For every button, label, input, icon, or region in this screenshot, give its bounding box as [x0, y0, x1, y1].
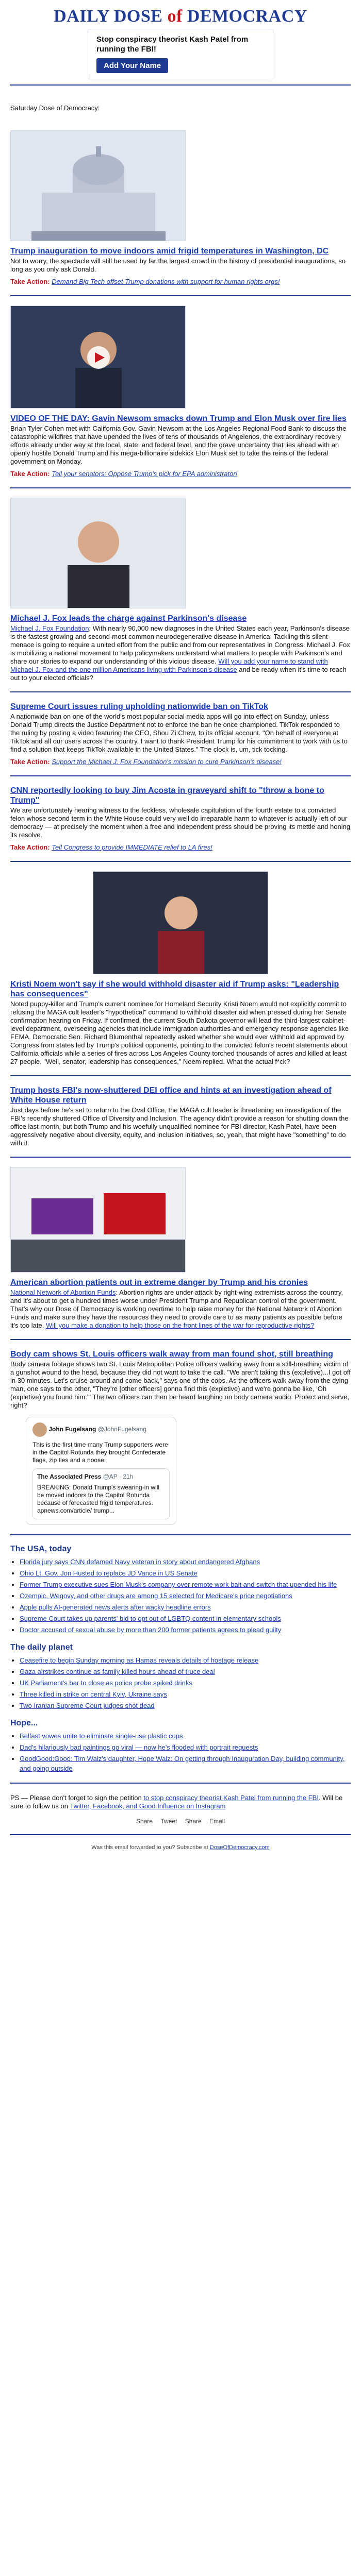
take-action-label: Take Action: — [10, 758, 50, 766]
story-title[interactable]: VIDEO OF THE DAY: Gavin Newsom smacks down Trump and Elon Musk over fire lies — [10, 414, 347, 423]
news-link[interactable]: Doctor accused of sexual abuse by more than 200 former patients agrees to plead guilty — [20, 1626, 282, 1634]
quoted-tweet[interactable] — [32, 1468, 170, 1519]
take-action-link[interactable]: Demand Big Tech offset Trump donations with support for human rights orgs! — [52, 278, 280, 285]
email-button[interactable]: Email — [209, 1818, 225, 1825]
news-link[interactable]: Ozempic, Wegovy, and other drugs are among 15 selected for Medicare's price negotiations — [20, 1592, 292, 1600]
divider — [10, 1157, 351, 1158]
noem-photo — [93, 871, 268, 974]
newsom-video-illustration — [11, 306, 186, 409]
source-link[interactable]: National Network of Abortion Funds — [10, 1289, 116, 1296]
noem-illustration — [93, 872, 268, 974]
story-title[interactable]: Trump hosts FBI's now-shuttered DEI office and hints at an investigation ahead of White House return — [10, 1086, 332, 1105]
tweet-author: John Fugelsang — [48, 1426, 96, 1433]
story-text: : Abortion rights are under attack by right-wing extremists across the country, and it's about to get a hundred times worse under President Trump and Republican control of the government. That's why our Dose of Democracy is working overtime to help raise money for the National Network of Abortion Funds and make sure they have the resources they need to provide care to as many patients as possible before it's too late. — [10, 1289, 343, 1329]
take-action-label: Take Action: — [10, 470, 50, 478]
news-link[interactable]: Apple pulls AI-generated news alerts after wacky headline errors — [20, 1603, 211, 1611]
usa-links — [10, 1557, 351, 1635]
story-body: Not to worry, the spectacle will still be used by far the largest crowd in the history of presidential inaugurations, so long as you only ask Donald. — [10, 257, 346, 273]
tweet-header — [32, 1422, 170, 1437]
ps-text: PS — Please don't forget to sign the petition — [10, 1794, 144, 1802]
capitol-photo — [10, 130, 186, 241]
list-item — [20, 1655, 351, 1665]
story-text-tail: and be ready when it's time to reach out to your elected officials? — [10, 666, 347, 682]
subscribe-link[interactable]: DoseOfDemocracy.com — [209, 1844, 270, 1851]
list-item — [20, 1580, 351, 1589]
story-title[interactable]: American abortion patients out in extreme danger by Trump and his cronies — [10, 1278, 308, 1287]
footer-bar — [10, 1844, 351, 1851]
list-item — [20, 1754, 351, 1773]
divider — [10, 1783, 351, 1784]
quote-handle: @AP · 21h — [103, 1473, 134, 1480]
story-body: We are unfortunately hearing witness to the feckless, wholesale capitulation of the fourth estate to a convicted felon whose second term in the White House could very well do irreparable harm to whatever is actually left of our democracy — at precisely the moment when a free and independent press should be proving its mettle and honing its resolve. — [10, 806, 351, 839]
list-item — [20, 1568, 351, 1578]
capitol-illustration — [11, 131, 186, 241]
take-action-label: Take Action: — [10, 278, 50, 285]
embedded-tweet[interactable] — [26, 1417, 176, 1525]
masthead — [10, 0, 351, 79]
story-title[interactable]: Trump inauguration to move indoors amid frigid temperatures in Washington, DC — [10, 247, 329, 256]
news-link[interactable]: Gaza airstrikes continue as family killed hours ahead of truce deal — [20, 1668, 215, 1675]
take-action — [10, 843, 351, 852]
logo-part1: DAILY DOSE — [54, 7, 163, 26]
list-item — [20, 1678, 351, 1688]
news-link[interactable]: Three killed in strike on central Kyiv, Ukraine says — [20, 1690, 167, 1698]
video-thumbnail[interactable] — [10, 306, 186, 409]
news-link[interactable]: Ceasefire to begin Sunday morning as Hamas reveals details of hostage release — [20, 1656, 259, 1664]
list-item — [20, 1614, 351, 1623]
logo-part2: DEMOCRACY — [187, 7, 307, 26]
story-body — [10, 1289, 351, 1330]
ps-petition-link[interactable]: to stop conspiracy theorist Kash Patel from running the FBI — [143, 1794, 319, 1802]
take-action-label: Take Action: — [10, 843, 50, 851]
story-title[interactable]: Kristi Noem won't say if she would withhold disaster aid if Trump asks: "Leadership has consequences" — [10, 980, 339, 998]
section-title: The USA, today — [10, 1545, 72, 1553]
list-item — [20, 1602, 351, 1612]
story-body: Body camera footage shows two St. Louis Metropolitan Police officers walking away from a still-breathing victim of a gunshot wound to the head, because they did not want to take the call. "We aren't taking this (expletive)...I got off in 30 minutes. Let's cruise around and come back," says one of the cops. As the officers walk away from the dying man, one says to the other, "They're [other officers] gonna find this (expletive) and we're gonna be like, 'Oh (expletive) you found him.'" The two officers can then be heard laughing on body camera audio. Protect and serve, right? — [10, 1360, 351, 1409]
list-item — [20, 1667, 351, 1676]
divider — [10, 1339, 351, 1340]
hope-links — [10, 1731, 351, 1773]
divider — [10, 1834, 351, 1835]
social-links[interactable]: Twitter, Facebook, and Good Influence on Instagram — [70, 1802, 226, 1810]
news-link[interactable]: Dad's hilariously bad paintings go viral — now he's flooded with portrait requests — [20, 1743, 258, 1751]
story-title[interactable]: CNN reportedly looking to buy Jim Acosta in graveyard shift to "throw a bone to Trump" — [10, 786, 324, 805]
quote-text: BREAKING: Donald Trump's swearing-in will be moved indoors to the Capitol Rotunda because of forecasted frigid temperatures. apnews.com/article/ trump... — [37, 1484, 160, 1514]
source-link[interactable]: Michael J. Fox Foundation — [10, 624, 89, 632]
story-body — [10, 624, 351, 682]
logo-sep: of — [162, 7, 187, 26]
list-item — [20, 1742, 351, 1752]
list-item — [20, 1591, 351, 1601]
story-title[interactable]: Body cam shows St. Louis officers walk away from man found shot, still breathing — [10, 1350, 333, 1359]
news-link[interactable]: Former Trump executive sues Elon Musk's company over remote work bait and switch that upended his life — [20, 1581, 337, 1588]
quote-source: The Associated Press — [37, 1473, 102, 1480]
divider — [10, 295, 351, 296]
world-links — [10, 1655, 351, 1710]
news-link[interactable]: Supreme Court takes up parents' bid to opt out of LGBTQ content in elementary schools — [20, 1615, 281, 1622]
story-body: Noted puppy-killer and Trump's current nominee for Homeland Security Kristi Noem would not explicitly commit to refusing the MAGA cult leader's "hypothetical" command to withhold disaster aid when pressed during her Senate confirmation hearing on Friday. If confirmed, the current South Dakota governor will lead the third-largest cabinet-level department, overseeing agencies that include immigration authorities and emergency response agencies like FEMA. Democratic Sen. Richard Blumenthal repeatedly asked whether she would ever withhold aid approved by Congress from states led by Trump's political opponents, pointing to the convicted felon's recent statements about California officials while a series of fires across Los Angeles County torched thousands of acres and killed at least 27 people. "Well, senator, leadership has consequences," Noem replied. What the actual f*ck? — [10, 1000, 349, 1065]
divider — [10, 775, 351, 776]
rally-illustration — [11, 1167, 186, 1273]
take-action — [10, 470, 351, 478]
share-row — [10, 1818, 351, 1825]
share-facebook-button[interactable]: Share — [136, 1818, 153, 1825]
divider — [10, 487, 351, 488]
petition-banner[interactable] — [88, 29, 273, 79]
news-link[interactable]: Belfast vowes unite to eliminate single-use plastic cups — [20, 1732, 183, 1740]
ps-note — [10, 1794, 351, 1810]
divider — [10, 861, 351, 862]
list-item — [20, 1625, 351, 1635]
add-your-name-button[interactable]: Add Your Name — [96, 58, 168, 73]
section-title: Hope... — [10, 1719, 38, 1727]
share-button[interactable]: Share — [185, 1818, 202, 1825]
take-action-link[interactable]: Tell Congress to provide IMMEDIATE relief to LA fires! — [52, 843, 212, 851]
tweet-handle: @JohnFugelsang — [97, 1426, 146, 1433]
header-rule — [10, 84, 351, 86]
list-item — [20, 1701, 351, 1710]
divider — [10, 1534, 351, 1535]
email-note: Was this email forwarded to you? Subscribe at — [91, 1844, 210, 1851]
list-item — [20, 1689, 351, 1699]
divider — [10, 1075, 351, 1076]
site-logo[interactable] — [10, 7, 351, 26]
news-link[interactable]: Ohio Lt. Gov. Jon Husted to replace JD Vance in US Senate — [20, 1569, 198, 1577]
news-link[interactable]: UK Parliament's bar to close as police probe spiked drinks — [20, 1679, 192, 1687]
greeting: Saturday Dose of Democracy: — [10, 104, 100, 112]
avatar — [32, 1422, 47, 1437]
news-link[interactable]: GoodGood:Good: Tim Walz's daughter, Hope Walz: On getting through Inauguration Day, building community, and going outside — [20, 1755, 345, 1772]
list-item — [20, 1731, 351, 1741]
take-action — [10, 278, 351, 286]
take-action-link[interactable]: Support the Michael J. Fox Foundation's mission to cure Parkinson's disease! — [52, 758, 282, 766]
tweet-text: This is the first time many Trump supporters were in the Capitol Rotunda they brought Confederate flags, zip ties and a noose. — [32, 1441, 168, 1464]
divider — [10, 691, 351, 692]
story-inline-link[interactable]: Will you add your name to stand with Michael J. Fox and the one million Americans living with Parkinson's disease — [10, 657, 328, 673]
story-title[interactable]: Michael J. Fox leads the charge against Parkinson's disease — [10, 614, 247, 623]
story-body: Brian Tyler Cohen met with California Gov. Gavin Newsom at the Los Angeles Regional Food Bank to discuss the catastrophic wildfires that have upended the lives of tens of thousands of Angelenos, the extraordinary recovery efforts already under way at the local, state, and federal level, and the grave uncertainty that lies ahead with an openly hostile Donald Trump and his mega-billionaire sidekick Elon Musk set to take the reins of the federal government on Monday. — [10, 425, 347, 465]
abortion-rights-photo — [10, 1167, 186, 1273]
story-body: A nationwide ban on one of the world's most popular social media apps will go into effect on Sunday, unless Donald Trump directs the Justice Department not to enforce the ban he once championed. TikTok responded to the ruling by posting a video featuring the CEO, Shou Zi Chew, to its official account. "On behalf of everyone at TikTok and all our users across the country, I want to thank President Trump for his commitment to work with us to find a solution that keeps TikTok available in the United States." The clock is, um, tick tocking. — [10, 713, 348, 753]
banner-headline: Stop conspiracy theorist Kash Patel from running the FBI! — [96, 35, 249, 54]
story-title[interactable]: Supreme Court issues ruling upholding nationwide ban on TikTok — [10, 702, 268, 711]
fox-photo — [10, 498, 186, 608]
take-action — [10, 758, 351, 766]
ps-mid: . Will be sure to follow us on — [10, 1794, 343, 1810]
news-link[interactable]: Two Iranian Supreme Court judges shot dead — [20, 1702, 155, 1709]
fox-illustration — [11, 498, 186, 608]
story-text: : With nearly 90,000 new diagnoses in the United States each year, Parkinson's disease is the fastest growing and second-most common neurodegenerative disease in America. Tackling this silent menace is going to require a united effort from the public and from our representatives in Congress. Michael J. Fox is mobilizing a national movement to help policymakers understand what matters to people with Parkinson's and share our stories to expand our understanding of this vicious disease. — [10, 624, 350, 665]
tweet-button[interactable]: Tweet — [160, 1818, 177, 1825]
news-link[interactable]: Florida jury says CNN defamed Navy veteran in story about endangered Afghans — [20, 1558, 260, 1566]
take-action-link[interactable]: Tell your senators: Oppose Trump's pick for EPA administrator! — [52, 470, 238, 478]
list-item — [20, 1557, 351, 1567]
story-inline-link[interactable]: Will you make a donation to help those on the front lines of the war for reproductive rights? — [45, 1321, 315, 1329]
section-title: The daily planet — [10, 1643, 73, 1652]
story-body: Just days before he's set to return to the Oval Office, the MAGA cult leader is threatening an investigation of the FBI's recently shuttered Office of Diversity and Inclusion. The agency didn't provide a reason for shutting down the office last month, but both Trump and his woefully unqualified nominee for FBI director, Kash Patel, have been aggressively negative about diversity, equity, and inclusion initiatives, so, yeah, that might have "something" to do with it. — [10, 1106, 349, 1147]
